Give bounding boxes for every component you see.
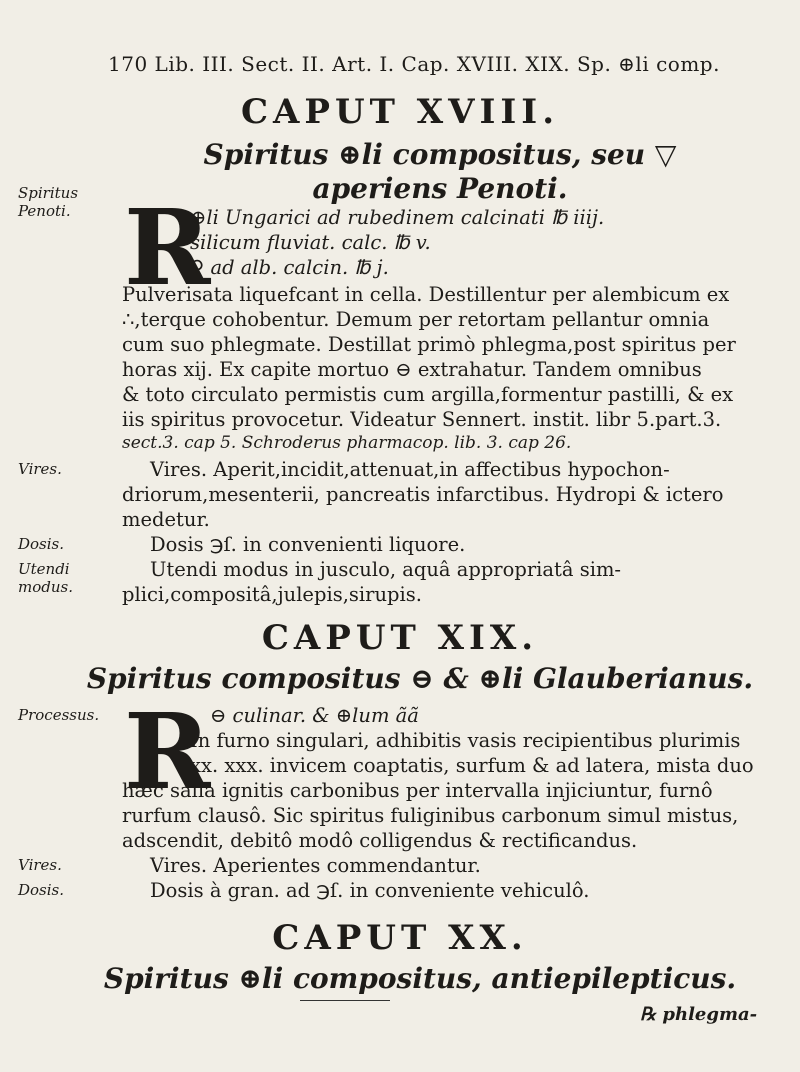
- body-18-line-5: & toto circulato permistis cum argilla,formentur pastilli, & ex: [122, 383, 734, 406]
- recipe-line-2: silicum fluviat. calc. ℔ v.: [190, 231, 431, 254]
- chapter-18-subtitle-1: Spiritus ⊕li compositus, seu ▽: [203, 138, 677, 171]
- margin-dosis-18: Dosis.: [18, 535, 65, 553]
- chapter-19-title: CAPUT XIX.: [261, 618, 539, 658]
- body-19-line-4: hæc salia ignitis carbonibus per intervalla injiciuntur, furnô: [122, 779, 713, 802]
- margin-vires-18: Vires.: [18, 460, 62, 478]
- margin-penoti: Penoti.: [18, 202, 71, 220]
- subtitle-rule: [300, 1000, 390, 1001]
- body-18-line-3: cum suo phlegmate. Destillat primò phlegma,post spiritus per: [122, 333, 736, 356]
- body-18-line-2: ∴,terque cohobentur. Demum per retortam pellantur omnia: [122, 308, 710, 331]
- chapter-18-title: CAPUT XVIII.: [240, 92, 560, 132]
- margin-dosis-19: Dosis.: [18, 881, 65, 899]
- vires-19-line: Vires. Aperientes commendantur.: [150, 854, 481, 877]
- dosis-19-line: Dosis à gran. ad ℈ſ. in conveniente vehiculô.: [150, 879, 590, 902]
- chapter-20-subtitle: Spiritus ⊕li compositus, antiepilepticus.: [103, 962, 737, 995]
- chapter-20-title: CAPUT XX.: [272, 918, 528, 958]
- vires-18-line-3: medetur.: [122, 508, 210, 531]
- recipe-line-3: ♀ ad alb. calcin. ℔ j.: [190, 256, 389, 279]
- chapter-18-subtitle-2: aperiens Penoti.: [312, 172, 568, 205]
- body-18-line-6: iis spiritus provocetur. Videatur Sennert. instit. libr 5.part.3.: [122, 408, 722, 431]
- dropcap-r-19: R: [124, 690, 211, 813]
- margin-spiritus: Spiritus: [18, 184, 79, 202]
- body-19-line-6: adscendit, debitô modô colligendus & rectificandus.: [122, 829, 638, 852]
- margin-utendi-18: Utendi modus.: [18, 560, 73, 596]
- body-19-line-1: ⊖ culinar. & ⊕lum ãã: [210, 704, 419, 727]
- body-18-line-4: horas xij. Ex capite mortuo ⊖ extrahatur. Tandem omnibus: [122, 358, 702, 381]
- body-18-line-1: Pulverisata liquefcant in cella. Destillentur per alembicum ex: [122, 283, 730, 306]
- utendi-18-line-1: Utendi modus in jusculo, aquâ appropriatâ sim-: [150, 558, 622, 581]
- margin-vires-19: Vires.: [18, 856, 62, 874]
- recipe-line-1: ⊕li Ungarici ad rubedinem calcinati ℔ iiij.: [190, 206, 605, 229]
- body-19-line-3: xx. xxx. invicem coaptatis, surfum & ad latera, mista duo: [190, 754, 754, 777]
- body-19-line-5: rurfum clausô. Sic spiritus fuliginibus carbonum simul mistus,: [122, 804, 739, 827]
- chapter-19-subtitle: Spiritus compositus ⊖ & ⊕li Glauberianus.: [86, 662, 754, 695]
- body-19-line-2: In furno singulari, adhibitis vasis recipientibus plurimis: [190, 729, 741, 752]
- vires-18-line-2: driorum,mesenterii, pancreatis infarctibus. Hydropi & ictero: [122, 483, 724, 506]
- vires-18-line-1: Vires. Aperit,incidit,attenuat,in affectibus hypochon-: [150, 458, 670, 481]
- utendi-18-line-2: plici,compositâ,julepis,sirupis.: [122, 583, 422, 606]
- dosis-18-line: Dosis ℈ſ. in convenienti liquore.: [150, 533, 466, 556]
- dropcap-r-18: R: [124, 186, 211, 309]
- margin-processus: Processus.: [18, 706, 100, 724]
- body-18-line-7: sect.3. cap 5. Schroderus pharmacop. lib. 3. cap 26.: [122, 433, 572, 453]
- running-head: 170 Lib. III. Sect. II. Art. I. Cap. XVIII. XIX. Sp. ⊕li comp.: [108, 52, 720, 76]
- catchword: ℞ phlegma-: [640, 1004, 758, 1025]
